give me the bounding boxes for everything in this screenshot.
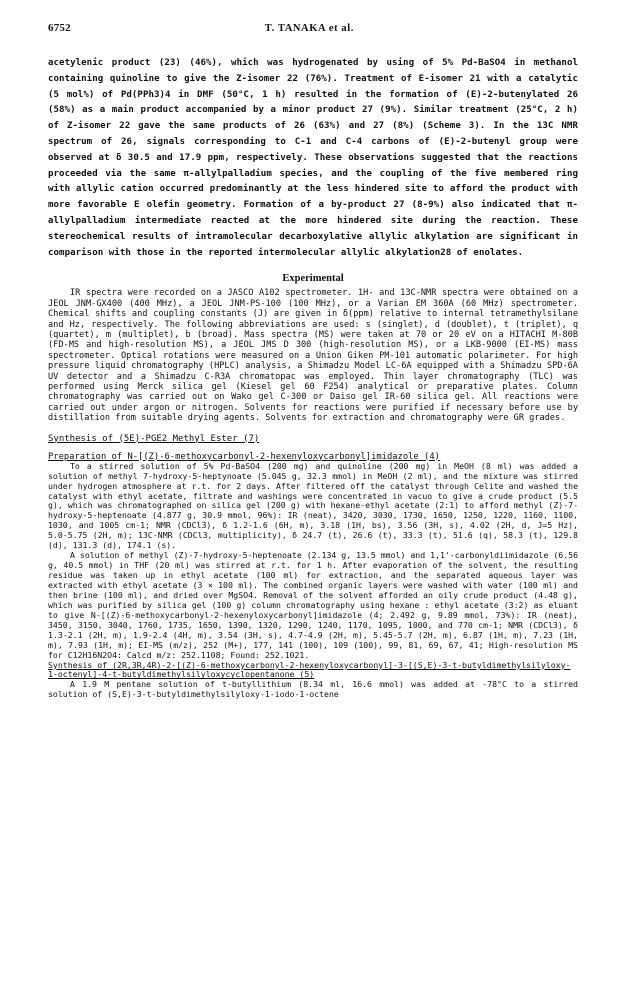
experimental-heading: Experimental — [282, 273, 344, 285]
running-authors: T. TANAKA et al. — [264, 23, 355, 34]
page-number: 6752 — [48, 22, 71, 34]
synthesis-heading: Synthesis of (5E)-PGE2 Methyl Ester (7) — [48, 433, 260, 444]
results-paragraph: acetylenic product (23) (46%), which was hydrogenated by using of 5% Pd-BaSO4 in methanol containing quinoline to give the Z-isomer 22 (76%). Treatment of E-isomer 21 with a catalytic (5 mol%) of Pd(PPh3)4 in DMF (50°C, 1 h) resulted in the formation of (E)-2-butenylated 26 (58%) as a main product accompanied by a minor product 27 (9%). Similar treatment (25°C, 2 h) of Z-isomer 22 gave the same products of 26 (63%) and 27 (8%) (Scheme 3). In the 13C NMR spectrum of 26, signals corresponding to C-1 and C-4 carbons of (E)-2-butenyl group were observed at δ 30.5 and 17.9 ppm, respectively. These observations suggested that the reactions proceeded via the same π-allylpalladium species, and the coupling of the five membered ring with allylic cation occurred predominantly at the less hindered site to afford the product with more favorable E olefin geometry. Formation of a by-product 27 (8-9%) also indicated that π-allylpalladium intermediate reacted at the more hindered site during the reaction. These stereochemical results of intramolecular decarboxylative allylic alkylation are significant in comparison with those in the reported intermolecular allylic alkylation28 of enolates. — [48, 58, 578, 258]
experimental-paragraph: IR spectra were recorded on a JASCO A102 spectrometer. 1H- and 13C-NMR spectra were obtained on a JEOL JNM-GX400 (400 MHz), a JEOL JNM-PS-100 (100 MHz), or a Varian EM 360A (60 MHz) spectrometer. Chemical shifts and coupling constants (J) are given in δ(ppm) relative to internal tetramethylsilane and Hz, respectively. The following abbreviations are used: s (singlet), d (doublet), t (triplet), q (quartet), m (multiplet), b (broad). Mass spectra (MS) were taken at 70 or 20 eV on a HITACHI M-80B (FD-MS and high-resolution MS), a JEOL JMS D 300 (high-resolution MS), or a LKB-9000 (EI-MS) mass spectrometer. Optical rotations were measured on a Union Giken PM-101 automatic polarimeter. For high pressure liquid chromatography (HPLC) analysis, a Shimadzu Model LC-6A equipped with a Shimadzu SPD-6A UV detector and a Shimadzu C-R3A chromatopac was employed. Thin layer chromatography (TLC) was performed using Merck silica gel (Kiesel gel 60 F254) analytical or preparative plates. Column chromatography was carried out on Wako gel C-300 or Daiso gel IR-60 silica gel. All reactions were carried out under argon or nitrogen. Solvents for reactions were purified if necessary before use by distillation from suitable drying agents. Solvents for extraction and chromatography were GR grades. — [48, 288, 578, 424]
running-header — [48, 22, 578, 38]
synthesis2-paragraph: A 1.9 M pentane solution of t-butyllithium (8.34 ml, 16.6 mmol) was added at -78°C to a stirred solution of (S,E)-3-t-butyldimethylsilyloxy-1-iodo-1-octene — [48, 678, 578, 699]
preparation-paragraph-1: To a stirred solution of 5% Pd-BaSO4 (200 mg) and quinoline (200 mg) in MeOH (8 ml) was added a solution of methyl 7-hydroxy-5-heptynoate (5.045 g, 32.3 mmol) in MeOH (2 ml), and the mixture was stirred under hydrogen atmosphere at r.t. for 2 days. After filtered off the catalyst through Celite and washed the catalyst with ethyl acetate, filtrate and washings were concentrated in vacuo to give a crude product (5.5 g), which was chromatographed on silica gel (200 g) with hexane-ethyl acetate (2:1) to afford methyl (Z)-7-hydroxy-5-heptenoate (4.877 g, 30.9 mmol, 96%): IR (neat), 3420, 3030, 1730, 1650, 1250, 1220, 1160, 1100, 1030, and 1005 cm-1; NMR (CDCl3), δ 1.2-1.6 (6H, m), 3.18 (1H, bs), 3.56 (3H, s), 4.02 (2H, d, J=5 Hz), 5.0-5.75 (2H, m); 13C-NMR (CDCl3, multiplicity), δ 24.7 (t), 26.6 (t), 33.3 (t), 51.6 (q), 58.3 (t), 129.8 (d), 131.3 (d), 174.1 (s). — [48, 460, 578, 551]
synthesis2-heading: Synthesis of (2R,3R,4R)-2-[(Z)-6-methoxycarbonyl-2-hexenyloxycarbonyl]-3-[(S,E)-3-t-butyldimethylsilyloxy-1-octenyl]-4-t-butyldimethylsilyloxycyclopentanone (5) — [48, 659, 571, 680]
preparation-heading: Preparation of N-[(Z)-6-methoxycarbonyl-2-hexenyloxycarbonyl]imidazole (4) — [48, 451, 440, 462]
preparation-paragraph-2: A solution of methyl (Z)-7-hydroxy-5-heptenoate (2.134 g, 13.5 mmol) and 1,1'-carbonyldiimidazole (6.56 g, 40.5 mmol) in THF (20 ml) was stirred at r.t. for 1 h. After evaporation of the solvent, the resulting residue was taken up in ethyl acetate (100 ml) for extraction, and the separated aqueous layer was extracted with ethyl acetate (3 × 100 ml). The combined organic layers were washed with water (100 ml) and then brine (100 ml), and dried over MgSO4. Removal of the solvent afforded an oily crude product (4.48 g), which was purified by silica gel (100 g) column chromatography using hexane : ethyl acetate (3:2) as eluant to give N-[(Z)-6-methoxycarbonyl-2-hexenyloxycarbonyl]imidazole (4; 2.492 g, 9.89 mmol, 73%): IR (neat), 3450, 3150, 3040, 1760, 1735, 1650, 1390, 1320, 1290, 1240, 1170, 1095, 1000, and 770 cm-1; NMR (CDCl3), δ 1.3-2.1 (2H, m), 1.9-2.4 (4H, m), 3.54 (3H, s), 4.7-4.9 (2H, m), 5.45-5.7 (2H, m), 6.87 (1H, m), 7.23 (1H, m), 7.93 (1H, m); EI-MS (m/z), 252 (M+), 177, 141 (100), 109 (100), 99, 81, 69, 67, 41; High-resolution MS for C12H16N2O4: Calcd m/z: 252.1108; Found: 252.1021. — [48, 550, 578, 660]
